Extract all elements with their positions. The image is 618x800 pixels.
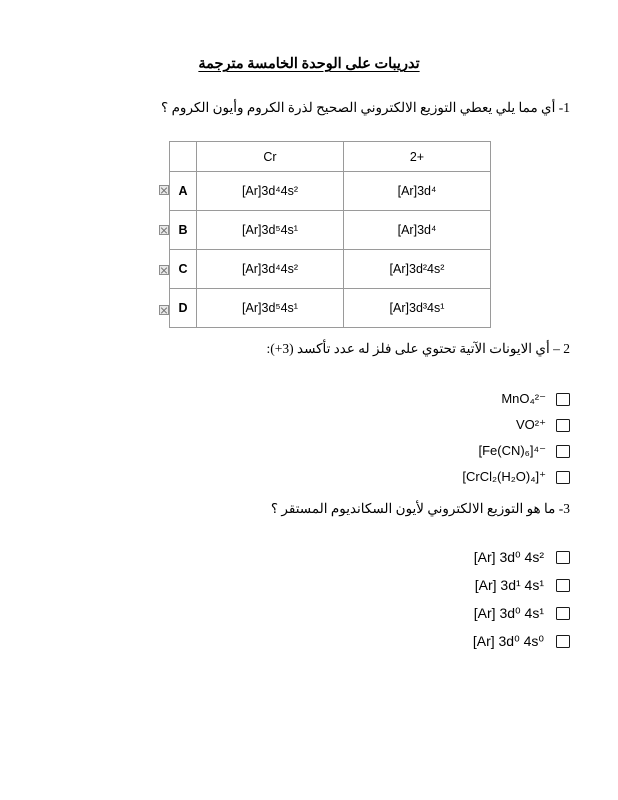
row-c-ion-value: [Ar]3d²4s² [344,250,491,289]
table-row [170,250,491,289]
checkbox-icon[interactable] [556,445,570,458]
option-formula: [Ar] 3d⁰ 4s² [473,548,544,565]
table-header-blank [170,142,197,172]
option-formula: MnO₄²⁻ [501,391,546,406]
list-item[interactable] [404,627,570,655]
table-header-row [170,142,491,172]
row-a-cr-value: [Ar]3d⁴4s² [197,172,344,211]
checkbox-row-d[interactable] [157,290,171,330]
table-header-cr: Cr [197,142,344,172]
list-item[interactable] [404,543,570,571]
checkbox-row-c[interactable] [157,250,171,290]
question-2-options [440,386,570,490]
option-formula: [Ar] 3d⁰ 4s⁰ [472,632,544,649]
checkbox-row-a[interactable] [157,170,171,210]
list-item[interactable] [404,599,570,627]
checkbox-row-b[interactable] [157,210,171,250]
question-3-options [404,543,570,655]
row-b-ion-value: [Ar]3d⁴ [344,211,491,250]
checkbox-icon[interactable] [556,471,570,484]
question-1-table-block [157,141,487,328]
option-formula: [CrCl₂(H₂O)₄]⁺ [462,469,546,484]
option-formula: VO²⁺ [516,417,546,432]
row-d-ion-value: [Ar]3d³4s¹ [344,289,491,328]
question-3-text: 3- ما هو التوزيع الالكتروني لأيون السكانديوم المستقر ؟ [270,501,570,516]
list-item[interactable] [440,464,570,490]
row-label-b: B [170,211,197,250]
question-1-text: 1- أي مما يلي يعطي التوزيع الالكتروني الصحيح لذرة الكروم وأيون الكروم ؟ [161,100,570,115]
option-formula: [Ar] 3d⁰ 4s¹ [473,604,544,621]
x-box-icon[interactable] [159,225,169,235]
checkbox-icon[interactable] [556,607,570,620]
checkbox-icon[interactable] [556,419,570,432]
x-box-icon[interactable] [159,265,169,275]
question-1-checkbox-column [157,170,171,330]
chromium-config-table [169,141,491,328]
checkbox-icon[interactable] [556,635,570,648]
x-box-icon[interactable] [159,305,169,315]
question-2-text: 2 – أي الايونات الآتية تحتوي على فلز له عدد تأكسد (3+): [266,341,570,356]
list-item[interactable] [404,571,570,599]
checkbox-icon[interactable] [556,393,570,406]
list-item[interactable] [440,386,570,412]
page-title: تدريبات على الوحدة الخامسة مترجمة [198,56,420,72]
list-item[interactable] [440,412,570,438]
row-c-cr-value: [Ar]3d⁴4s² [197,250,344,289]
table-row [170,289,491,328]
row-label-d: D [170,289,197,328]
table-row [170,172,491,211]
row-b-cr-value: [Ar]3d⁵4s¹ [197,211,344,250]
option-formula: [Ar] 3d¹ 4s¹ [474,577,544,593]
list-item[interactable] [440,438,570,464]
option-formula: [Fe(CN)₆]⁴⁻ [478,443,546,458]
row-label-c: C [170,250,197,289]
table-header-ion: 2+ [344,142,491,172]
row-label-a: A [170,172,197,211]
row-d-cr-value: [Ar]3d⁵4s¹ [197,289,344,328]
row-a-ion-value: [Ar]3d⁴ [344,172,491,211]
checkbox-icon[interactable] [556,551,570,564]
table-row [170,211,491,250]
checkbox-icon[interactable] [556,579,570,592]
x-box-icon[interactable] [159,185,169,195]
